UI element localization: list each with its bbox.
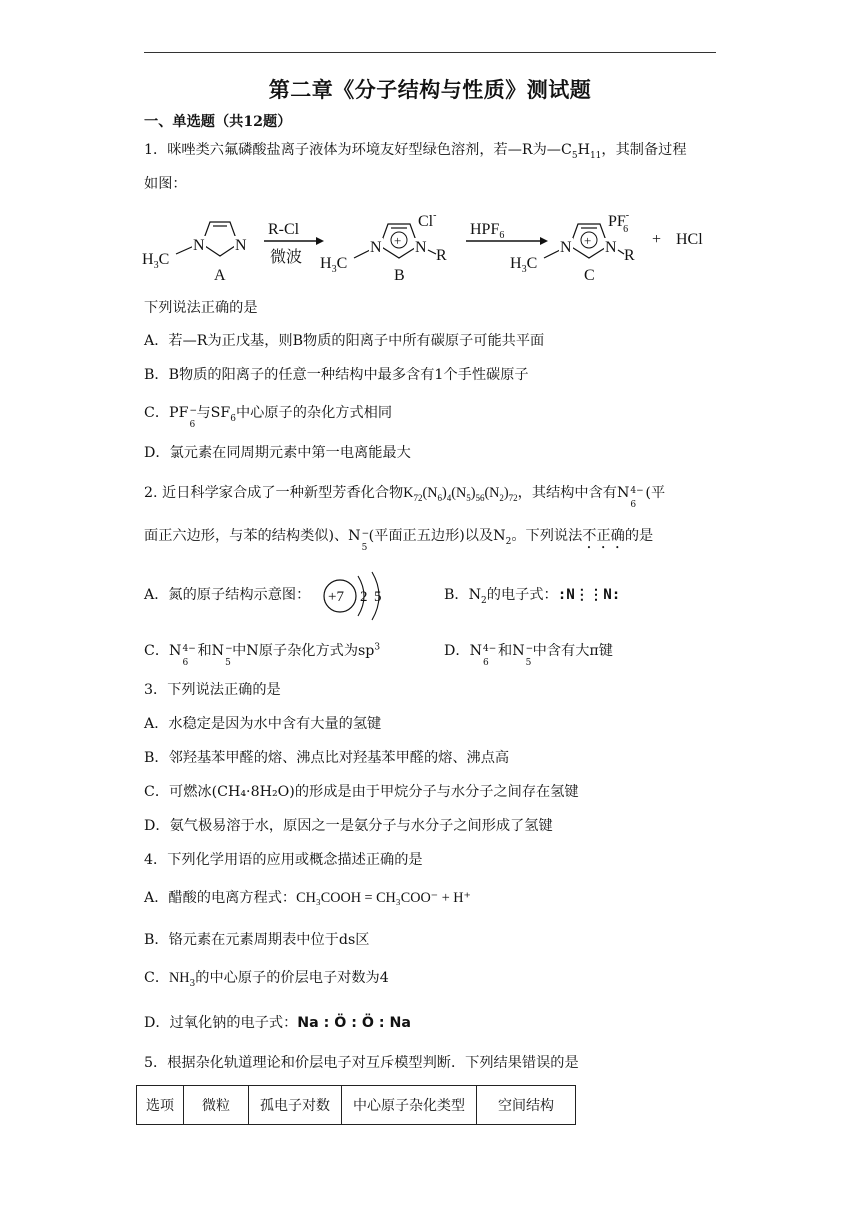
svg-text:R: R [436,247,447,264]
q1-option-d: D．氯元素在同周期元素中第一电离能最大 [144,445,411,461]
q1-option-b: B．B物质的阳离子的任意一种结构中最多含有1个手性碳原子 [144,367,529,383]
svg-text:5: 5 [374,589,382,605]
molecule-b [320,210,447,284]
q4-option-d: D．过氧化钠的电子式：Na : Ö : Ö : Na [144,1015,411,1031]
svg-text:H3C: $H_3C$ [320,255,348,275]
q3-option-a: A．水稳定是因为水中含有大量的氢键 [144,716,382,732]
q4-option-b: B．铬元素在元素周期表中位于ds区 [144,932,370,948]
svg-text:+: + [584,233,592,248]
q1-stem: 1．咪唑类六氟磷酸盐离子液体为环境友好型绿色溶剂，若—R为$—C_5H_{11}$，其制备过程 [144,142,687,161]
svg-text:N: N [560,239,572,256]
molecule-a [142,222,248,284]
q4-stem: 4．下列化学用语的应用或概念描述正确的是 [144,852,423,868]
arrow-1 [264,221,324,266]
sodium-peroxide-lewis: Na : Ö : Ö : Na [297,1015,411,1031]
section-heading: 一、单选题（共12题） [144,114,292,130]
q4-option-c: C．$NH_3$的中心原子的价层电子对数为4 [144,970,389,989]
svg-text:+: + [652,231,662,248]
svg-text:2: 2 [360,589,368,605]
arrow-2 [466,221,548,245]
q1-option-a: A．若—R为正戊基，则B物质的阳离子中所有碳原子可能共平面 [144,333,545,349]
page-title: 第二章《分子结构与性质》测试题 [268,77,592,102]
q1-stem-line2: 如图： [144,176,187,192]
q2-option-c: C．N 4− 6 和N − 5 中N原子杂化方式为$sp^3$ [144,642,381,668]
svg-text:N: N [605,239,617,256]
label-c: C [584,267,595,284]
table-header-cell: 选项 [137,1086,184,1125]
table-header-cell: 孤电子对数 [249,1086,342,1125]
svg-text:+: + [394,233,402,248]
table-header-cell: 空间结构 [477,1086,576,1125]
svg-text:HPF6: $HPF_6$ [470,221,505,241]
svg-text:H3C: $H_3C$ [510,255,538,275]
q2-option-d: D．N 4− 6 和N − 5 中含有大π键 [444,643,613,668]
svg-text:微波: 微波 [270,249,303,266]
q1-prompt: 下列说法正确的是 [144,300,258,316]
svg-text:R-Cl: R-Cl [268,221,300,238]
q2-option-b: B．$N_2$的电子式：:N⋮⋮N: [444,587,621,606]
q2-stem-line2: 面正六边形，与苯的结构类似)、N − 5 (平面正五边形)以及$N_2$。下列说法不正确的是 [144,528,654,553]
q2-option-a: A．氮的原子结构示意图： [144,587,311,603]
label-b: B [394,267,405,284]
svg-text:N: N [370,239,382,256]
svg-text:N: N [415,239,427,256]
q5-stem: 5．根据杂化轨道理论和价层电子对互斥模型判断．下列结果错误的是 [144,1055,579,1071]
molecule-c [510,210,635,284]
q3-option-b: B．邻羟基苯甲醛的熔、沸点比对羟基苯甲醛的熔、沸点高 [144,750,510,766]
nitrogen-atom-diagram [318,568,398,624]
svg-text:Cl-: Cl- [418,210,437,230]
svg-text:H3C: $H_3C$ [142,251,170,271]
svg-text:N: N [193,237,205,254]
q3-option-d: D．氨气极易溶于水，原因之一是氨分子与水分子之间形成了氢键 [144,818,553,834]
svg-text:N: N [235,237,247,254]
reaction-scheme [140,206,720,286]
header-rule [144,52,716,53]
q5-table [136,1085,576,1125]
table-header-row [137,1086,576,1125]
svg-text:PF-6: PF-6 [608,210,630,235]
svg-text:+7: +7 [328,589,344,605]
q3-option-c: C．可燃冰(CH₄·8H₂O)的形成是由于甲烷分子与水分子之间存在氢键 [144,784,579,800]
q1-option-c: C．PF − 6 与$SF_6$中心原子的杂化方式相同 [144,405,393,430]
label-a: A [214,267,226,284]
table-header-cell: 中心原子杂化类型 [342,1086,477,1125]
q4-option-a: A．醋酸的电离方程式：CH₃COOH = CH₃COO⁻ + H⁺ [144,890,472,906]
svg-text:R: R [624,247,635,264]
q3-stem: 3．下列说法正确的是 [144,682,281,698]
q2-stem: 2. 近日科学家合成了一种新型芳香化合物$K_{72}(N_6)_4(N_5)_{56}(N_2)_{72}$，其结构中含有N 4− 6 (平 [144,485,666,510]
hcl: HCl [676,231,703,248]
table-header-cell: 微粒 [184,1086,249,1125]
